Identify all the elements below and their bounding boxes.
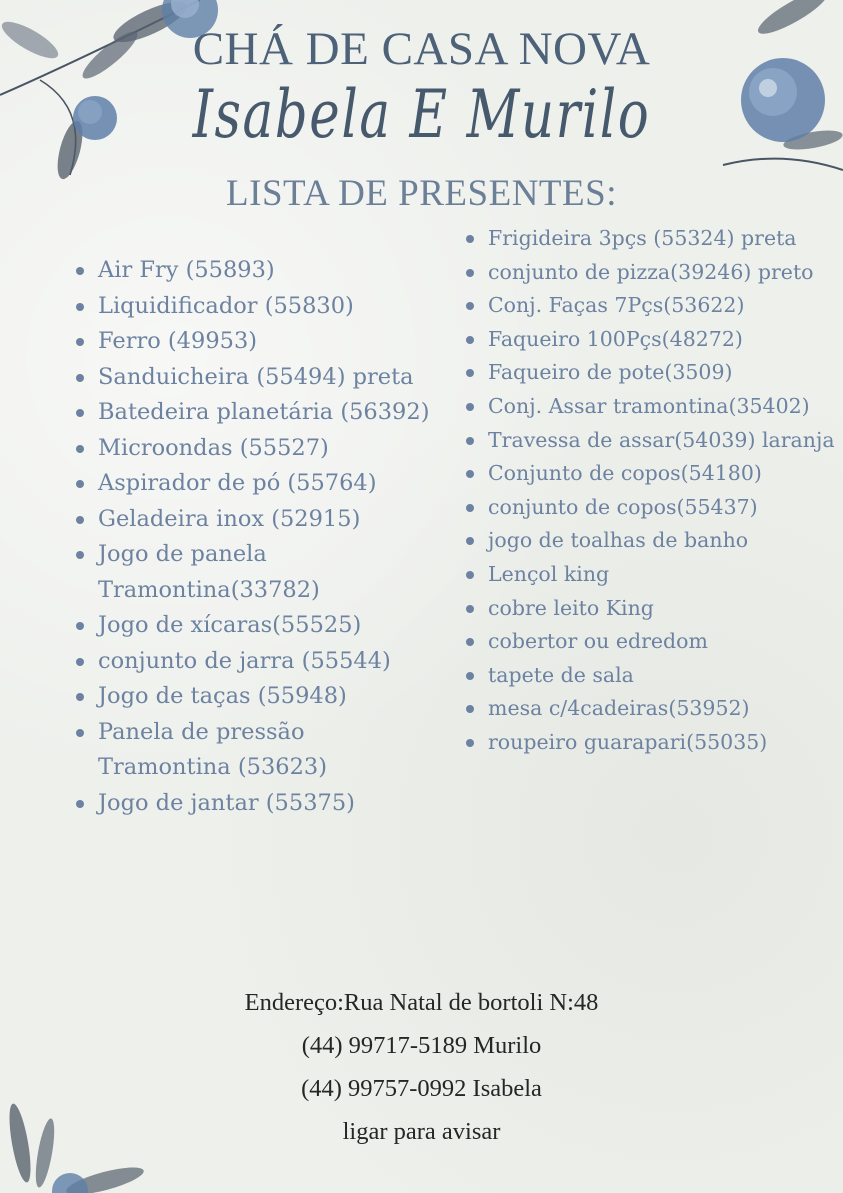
list-item: Jogo de taças (55948) bbox=[76, 679, 436, 715]
list-item: conjunto de jarra (55544) bbox=[76, 644, 436, 680]
list-item: cobre leito King bbox=[466, 592, 836, 626]
list-item: Faqueiro 100Pçs(48272) bbox=[466, 323, 836, 357]
list-item: tapete de sala bbox=[466, 659, 836, 693]
list-item: Conj. Faças 7Pçs(53622) bbox=[466, 289, 836, 323]
gift-list-title: LISTA DE PRESENTES: bbox=[226, 173, 617, 214]
list-item: Batedeira planetária (56392) bbox=[76, 395, 436, 431]
list-item: jogo de toalhas de banho bbox=[466, 524, 836, 558]
list-item: Liquidificador (55830) bbox=[76, 289, 436, 325]
list-item: Frigideira 3pçs (55324) preta bbox=[466, 222, 836, 256]
list-item: Jogo de panela Tramontina(33782) bbox=[76, 537, 436, 608]
list-item: Jogo de xícaras(55525) bbox=[76, 608, 436, 644]
list-item: Geladeira inox (52915) bbox=[76, 502, 436, 538]
contact-footer bbox=[0, 981, 843, 1153]
list-item: Sanduicheira (55494) preta bbox=[76, 360, 436, 396]
gift-list-left bbox=[76, 253, 436, 821]
list-item: Travessa de assar(54039) laranja bbox=[466, 424, 836, 458]
list-item: conjunto de pizza(39246) preto bbox=[466, 256, 836, 290]
list-item: Conjunto de copos(54180) bbox=[466, 457, 836, 491]
list-item: cobertor ou edredom bbox=[466, 625, 836, 659]
list-item: Jogo de jantar (55375) bbox=[76, 786, 436, 822]
address-text: Endereço:Rua Natal de bortoli N:48 bbox=[244, 989, 599, 1016]
phone-isabela: (44) 99757-0992 Isabela bbox=[301, 1075, 542, 1102]
list-item: Faqueiro de pote(3509) bbox=[466, 356, 836, 390]
list-item: conjunto de copos(55437) bbox=[466, 491, 836, 525]
event-title: CHÁ DE CASA NOVA bbox=[192, 23, 651, 75]
list-item: Ferro (49953) bbox=[76, 324, 436, 360]
list-item: roupeiro guarapari(55035) bbox=[466, 726, 836, 760]
list-item: Conj. Assar tramontina(35402) bbox=[466, 390, 836, 424]
list-item: Panela de pressão Tramontina (53623) bbox=[76, 715, 436, 786]
phone-murilo: (44) 99717-5189 Murilo bbox=[301, 1032, 542, 1059]
list-item: Air Fry (55893) bbox=[76, 253, 436, 289]
gift-list-right bbox=[466, 222, 836, 760]
list-item: mesa c/4cadeiras(53952) bbox=[466, 692, 836, 726]
list-item: Lençol king bbox=[466, 558, 836, 592]
list-item: Aspirador de pó (55764) bbox=[76, 466, 436, 502]
list-item: Microondas (55527) bbox=[76, 431, 436, 467]
call-note: ligar para avisar bbox=[342, 1118, 501, 1145]
couple-names: Isabela E Murilo bbox=[192, 76, 651, 153]
